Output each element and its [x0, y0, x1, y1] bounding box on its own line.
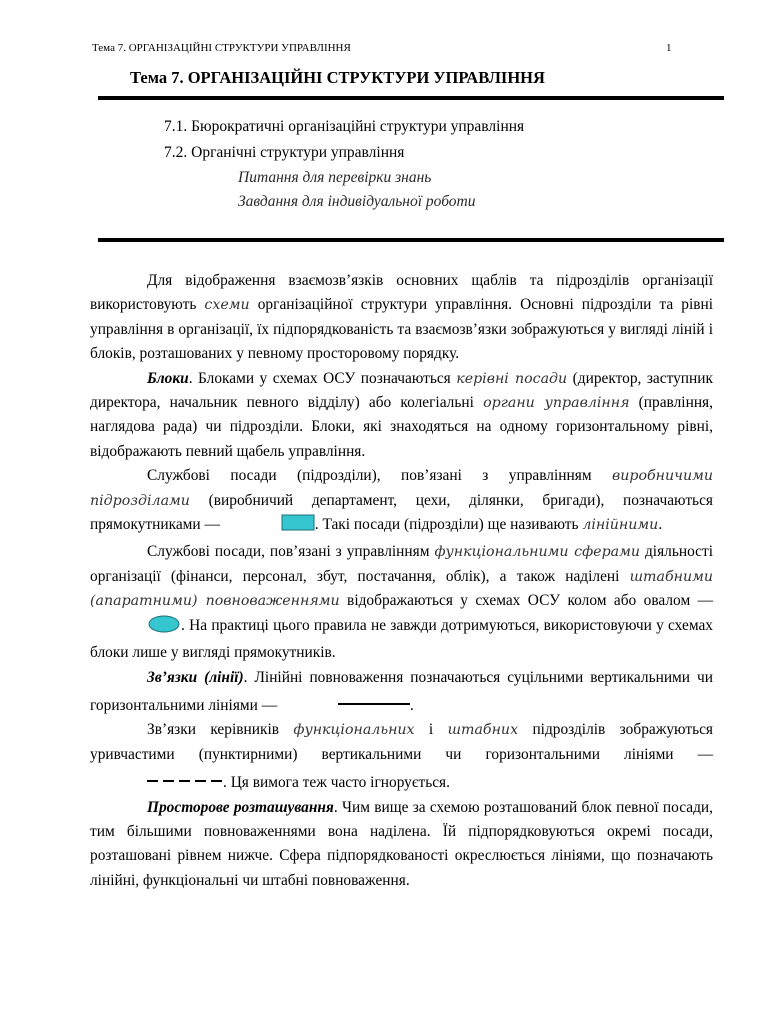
text: і: [414, 721, 448, 739]
paragraph-schemes: [90, 269, 713, 367]
text: .: [409, 696, 414, 714]
paragraph-functional-positions: [90, 540, 713, 665]
term-production-units: виробничими підрозділами: [90, 468, 713, 509]
toc-item-7-2: 7.2. Органічні структури управління: [164, 144, 405, 161]
lead-blocks: Блоки: [147, 369, 189, 387]
title-rule-bottom: [98, 238, 724, 242]
text: Службові посади, пов’язані з управлінням: [147, 543, 435, 561]
rectangle-block-sample: [224, 514, 315, 540]
text: Службові посади (підрозділи), пов’язані з управлінням: [147, 467, 612, 485]
paragraph-dashed-links: [90, 718, 713, 795]
term-management-positions: керівні посади: [456, 370, 568, 387]
paragraph-links: [90, 666, 713, 719]
text: відображаються у схемах ОСУ колом або овалом —: [339, 592, 713, 610]
body-text: [90, 269, 713, 893]
text: (виробничий департамент, цехи, ділянки, бригади), позначаються прямокутниками —: [90, 491, 713, 534]
lead-links: Зв’язки (лінії): [147, 668, 244, 686]
title-rule-top: [98, 96, 724, 100]
term-staff-authority: штабними (апаратними) повноваженнями: [90, 568, 713, 610]
text: . Такі посади (підрозділи) ще називають: [314, 516, 583, 534]
term-functional: функціональних: [293, 722, 415, 739]
paragraph-line-positions: [90, 464, 713, 540]
text: . На практиці цього правила не завжди дотримуються, використовуючи у схемах блоки лише у вигляді прямокутників.: [90, 616, 713, 662]
text: підрозділів зображуються уривчастими (пунктирними) вертикальними чи горизонтальними лініями —: [90, 721, 713, 763]
term-schemes: схеми: [204, 297, 250, 314]
text: (директор, заступник директора, начальник певного відділу) або колегіальні: [90, 369, 713, 412]
toc-item-7-1: 7.1. Бюрократичні організаційні структури управління: [164, 118, 525, 135]
text: діяльності організації (фінанси, персонал, збут, постачання, облік), а також наділені: [90, 543, 713, 585]
text: Зв’язки керівників: [147, 721, 294, 739]
oval-block-sample: [90, 615, 181, 641]
term-linear: лінійними: [582, 517, 659, 534]
solid-line-sample: [281, 690, 410, 714]
lead-spatial-placement: Просторове розташування: [147, 798, 334, 816]
text: (правління, наглядова рада) чи підрозділи. Блоки, які знаходяться на одному горизонтальному рівні, відображають певний щабель управління.: [90, 394, 713, 460]
page-title: Тема 7. ОРГАНІЗАЦІЙНІ СТРУКТУРИ УПРАВЛІННЯ: [130, 68, 545, 87]
toc-sub-questions: Питання для перевірки знань: [238, 169, 432, 186]
text: . Лінійні повноваження позначаються суцільними вертикальними чи горизонтальними лініями —: [90, 668, 713, 714]
toc-sub-tasks: Завдання для індивідуальної роботи: [238, 193, 476, 210]
running-header: Тема 7. ОРГАНІЗАЦІЙНІ СТРУКТУРИ УПРАВЛІННЯ: [92, 42, 351, 54]
text: організаційної структури управління. Основні підрозділи та рівні управління в організації, їх підпорядкованість та взаємозв’язки зображуються у вигляді ліній і блоків, розташованих у певному просторовому порядку.: [90, 296, 713, 363]
text: .: [658, 516, 663, 534]
text: . Блоками у схемах ОСУ позначаються: [188, 369, 457, 387]
dashed-line-sample: [90, 767, 223, 791]
term-management-bodies: органи управління: [483, 395, 630, 412]
term-functional-areas: функціональними сферами: [434, 544, 641, 561]
text: . Чим вище за схемою розташований блок певної посади, тим більшими повноваженнями вона наділена. Їй підпорядковуються окремі посади, розташовані рівнем нижче. Сфера підпорядкованості окреслюється лініями, що позначають лінійні, функціональні чи штабні повноваження.: [90, 798, 713, 889]
text: . Ця вимога теж часто ігнорується.: [223, 774, 450, 792]
paragraph-spatial-placement: [90, 796, 713, 894]
paragraph-blocks: [90, 367, 713, 465]
page-number: 1: [666, 42, 672, 54]
term-staff: штабних: [447, 722, 519, 739]
text: Для відображення взаємозв’язків основних щаблів та підрозділів організації використовують: [90, 272, 713, 314]
